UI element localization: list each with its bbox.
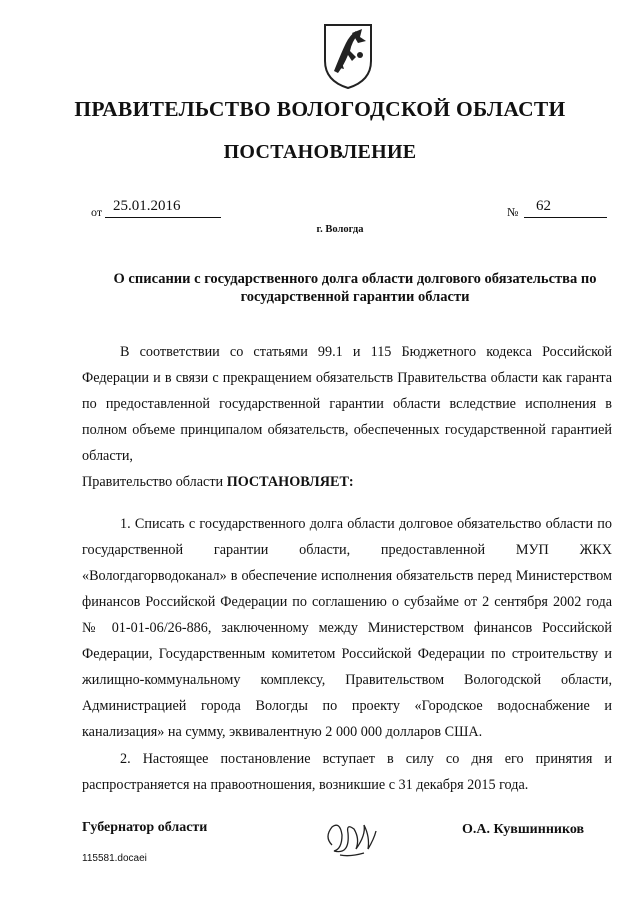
resolve-word: ПОСТАНОВЛЯЕТ: [226,474,354,490]
number-label: № [507,205,519,219]
resolve-line [82,469,612,495]
coat-of-arms-icon [322,21,374,91]
signer-title: Губернатор области [82,820,208,835]
handwritten-signature [320,815,380,860]
document-subject: О списании с государственного долга области долгового обязательства по государственной гарантии области [113,271,597,305]
city: г. Вологда [316,224,364,235]
organization-title: ПРАВИТЕЛЬСТВО ВОЛОГОДСКОЙ ОБЛАСТИ [74,97,566,121]
document-type: ПОСТАНОВЛЕНИЕ [223,141,417,163]
signer-name: О.А. Кувшинников [462,822,585,837]
resolve-prefix: Правительство области [82,474,227,490]
document-date: 25.01.2016 [105,198,221,218]
file-reference: 115581.docaei [82,853,147,864]
item-1-paragraph: 1. Списать с государственного долга области долговое обязательство области по государственной гарантии области, предоставленной МУП ЖКХ «Вологдагорводоканал» в обеспечение исполнения обязательств перед Министерством финансов Российской Федерации по соглашению о субзайме от 2 сентября 2002 года № 01-01-06/26-886, заключенному между Министерством финансов Российской Федерации, Государственным комитетом Российской Федерации по строительству и жилищно-коммунальному комплексу, Правительством Вологодской области, Администрацией города Вологды по проекту «Городское водоснабжение и канализация» на сумму, эквивалентную 2 000 000 долларов США. [82,516,612,740]
intro-paragraph: В соответствии со статьями 99.1 и 115 Бюджетного кодекса Российской Федерации и в связи с прекращением обязательств Правительства области как гаранта по предоставленной государственной гарантии области вследствие исполнения в полном объеме принципалом обязательств, обеспеченных государственной гарантией области, [82,344,612,464]
item-2-paragraph: 2. Настоящее постановление вступает в силу со дня его принятия и распространяется на правоотношения, возникшие с 31 декабря 2015 года. [82,751,612,793]
date-label: от [91,205,103,219]
document-number: 62 [524,198,607,218]
